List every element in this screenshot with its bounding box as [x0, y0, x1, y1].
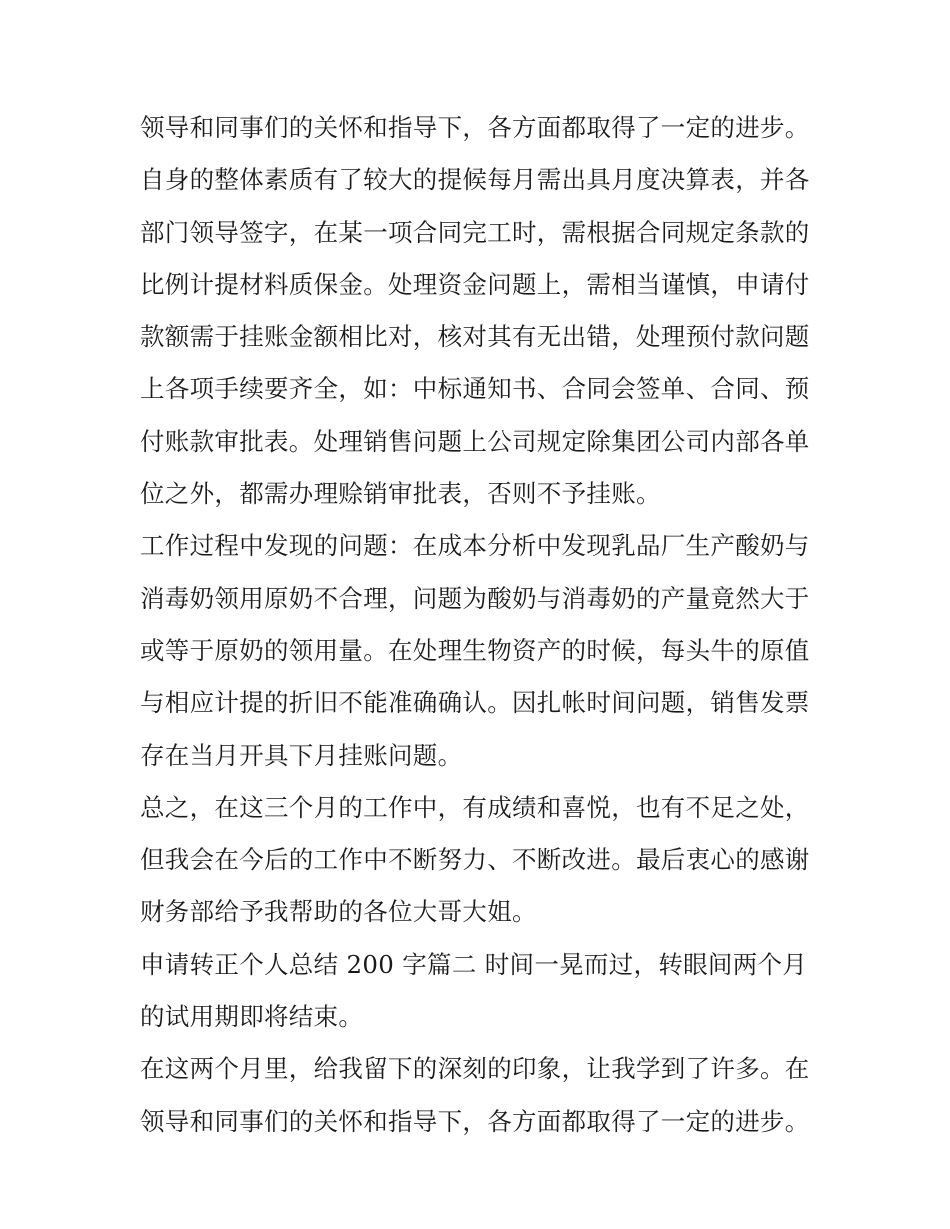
text-line-1: 领导和同事们的关怀和指导下，各方面都取得了一定的进步。 — [140, 113, 810, 142]
text-line-3: 部门领导签字，在某一项合同完工时，需根据合同规定条款的 — [140, 217, 810, 247]
text-line-14: 总之，在这三个月的工作中，有成绩和喜悦，也有不足之处， — [140, 792, 810, 822]
document-body — [140, 102, 820, 1148]
text-line-9: 工作过程中发现的问题：在成本分析中发现乳品厂生产酸奶与 — [140, 531, 810, 561]
text-line-10: 消毒奶领用原奶不合理，问题为酸奶与消毒奶的产量竟然大于 — [140, 583, 810, 613]
text-line-8: 位之外，都需办理赊销审批表，否则不予挂账。 — [140, 479, 661, 509]
text-line-7: 付账款审批表。处理销售问题上公司规定除集团公司内部各单 — [140, 426, 810, 456]
text-line-13: 存在当月开具下月挂账问题。 — [140, 740, 463, 770]
text-line-18: 的试用期即将结束。 — [140, 1002, 364, 1032]
text-line-12: 与相应计提的折旧不能准确确认。因扎帐时间问题，销售发票 — [140, 688, 810, 718]
text-line-20: 领导和同事们的关怀和指导下，各方面都取得了一定的进步。 — [140, 1106, 810, 1136]
text-line-5: 款额需于挂账金额相比对，核对其有无出错，处理预付款问题 — [140, 322, 810, 352]
text-line-15: 但我会在今后的工作中不断努力、不断改进。最后衷心的感谢 — [140, 845, 810, 875]
text-line-16: 财务部给予我帮助的各位大哥大姐。 — [140, 897, 537, 927]
text-line-19: 在这两个月里，给我留下的深刻的印象，让我学到了许多。在 — [140, 1054, 810, 1084]
text-line-17: 申请转正个人总结 200 字篇二 时间一晃而过，转眼间两个月 — [140, 949, 808, 979]
text-line-11: 或等于原奶的领用量。在处理生物资产的时候，每头牛的原值 — [140, 635, 810, 665]
text-line-4: 比例计提材料质保金。处理资金问题上，需相当谨慎，申请付 — [140, 269, 810, 299]
text-line-6: 上各项手续要齐全，如：中标通知书、合同会签单、合同、预 — [140, 374, 810, 404]
text-line-2: 自身的整体素质有了较大的提候每月需出具月度决算表，并各 — [140, 165, 810, 195]
